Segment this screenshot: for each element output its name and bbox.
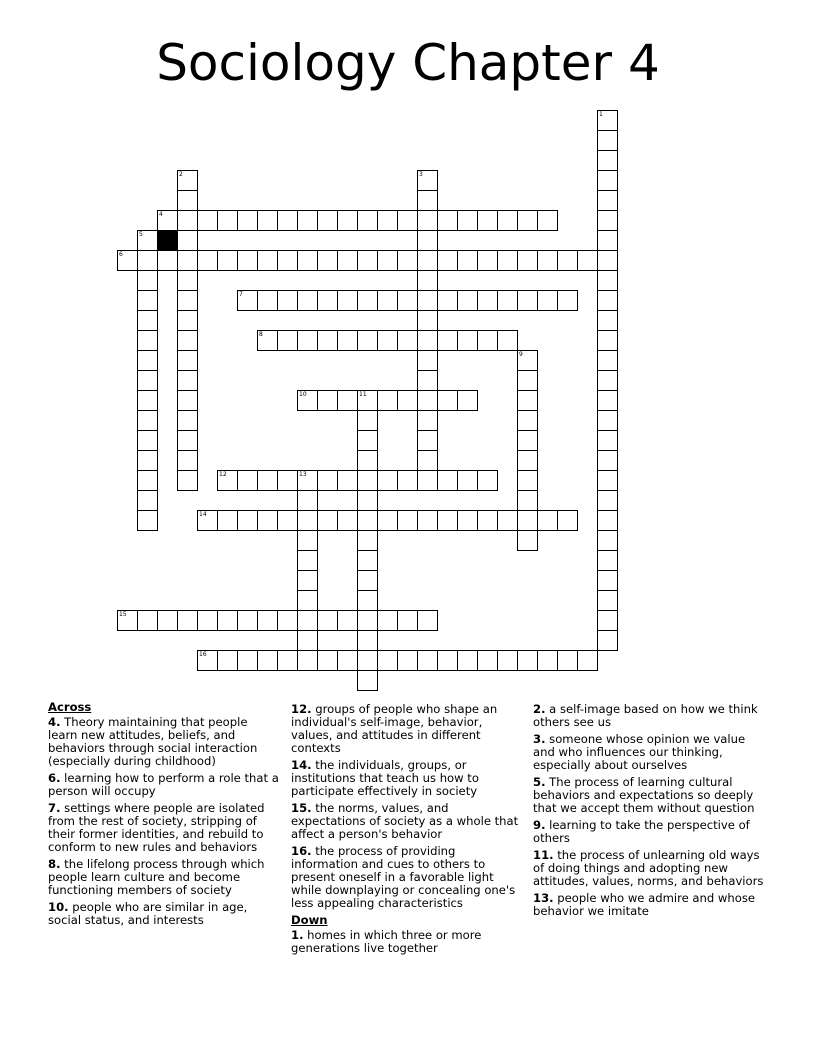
grid-cell[interactable]: [517, 250, 538, 271]
grid-cell[interactable]: [437, 470, 458, 491]
grid-cell[interactable]: [497, 290, 518, 311]
grid-cell[interactable]: [217, 650, 238, 671]
grid-cell[interactable]: [517, 470, 538, 491]
grid-cell[interactable]: [357, 390, 378, 411]
grid-cell[interactable]: [177, 470, 198, 491]
grid-cell[interactable]: [417, 210, 438, 231]
grid-cell[interactable]: [297, 330, 318, 351]
grid-cell[interactable]: [197, 250, 218, 271]
grid-cell[interactable]: [597, 630, 618, 651]
grid-cell[interactable]: [437, 210, 458, 231]
grid-cell[interactable]: [597, 510, 618, 531]
grid-cell[interactable]: [597, 610, 618, 631]
grid-cell[interactable]: [257, 290, 278, 311]
grid-cell[interactable]: [237, 250, 258, 271]
grid-cell[interactable]: [517, 390, 538, 411]
grid-cell[interactable]: [137, 230, 158, 251]
grid-cell[interactable]: [397, 330, 418, 351]
grid-cell[interactable]: [477, 290, 498, 311]
grid-cell[interactable]: [597, 370, 618, 391]
grid-cell[interactable]: [237, 610, 258, 631]
grid-cell[interactable]: [517, 450, 538, 471]
grid-cell[interactable]: [277, 210, 298, 231]
grid-cell[interactable]: [257, 330, 278, 351]
grid-cell[interactable]: [457, 510, 478, 531]
grid-cell[interactable]: [177, 270, 198, 291]
grid-cell[interactable]: [417, 610, 438, 631]
grid-cell[interactable]: [317, 250, 338, 271]
grid-cell[interactable]: [217, 250, 238, 271]
cell-number: 3: [419, 171, 423, 178]
grid-cell[interactable]: [177, 430, 198, 451]
grid-cell[interactable]: [597, 330, 618, 351]
grid-cell[interactable]: [597, 410, 618, 431]
grid-cell[interactable]: [297, 630, 318, 651]
grid-cell[interactable]: [537, 210, 558, 231]
cell-number: 7: [239, 291, 243, 298]
grid-cell[interactable]: [517, 210, 538, 231]
grid-cell[interactable]: [457, 290, 478, 311]
grid-cell[interactable]: [217, 210, 238, 231]
grid-cell[interactable]: [377, 290, 398, 311]
grid-cell[interactable]: [357, 570, 378, 591]
grid-cell[interactable]: [437, 250, 458, 271]
grid-cell[interactable]: [417, 290, 438, 311]
grid-cell[interactable]: [417, 270, 438, 291]
grid-cell[interactable]: [437, 330, 458, 351]
grid-cell[interactable]: [357, 530, 378, 551]
grid-cell[interactable]: [137, 250, 158, 271]
cell-number: 13: [299, 471, 307, 478]
grid-cell[interactable]: [577, 650, 598, 671]
grid-cell[interactable]: [297, 390, 318, 411]
grid-cell[interactable]: [137, 510, 158, 531]
grid-cell[interactable]: [557, 290, 578, 311]
grid-cell[interactable]: [597, 150, 618, 171]
grid-cell[interactable]: [537, 650, 558, 671]
grid-cell[interactable]: [357, 610, 378, 631]
grid-cell[interactable]: [597, 270, 618, 291]
grid-cell[interactable]: [597, 570, 618, 591]
grid-cell[interactable]: [497, 250, 518, 271]
grid-cell[interactable]: [297, 550, 318, 571]
grid-cell[interactable]: [477, 210, 498, 231]
grid-cell[interactable]: [417, 450, 438, 471]
grid-cell[interactable]: [137, 370, 158, 391]
grid-cell[interactable]: [497, 330, 518, 351]
grid-cell[interactable]: [557, 510, 578, 531]
across-clue: 14. the individuals, groups, or institutions that teach us how to participate effectively in society: [291, 758, 479, 798]
grid-cell[interactable]: [597, 170, 618, 191]
grid-cell[interactable]: [417, 170, 438, 191]
grid-cell[interactable]: [277, 650, 298, 671]
grid-cell[interactable]: [437, 290, 458, 311]
grid-cell[interactable]: [297, 610, 318, 631]
grid-cell[interactable]: [417, 390, 438, 411]
grid-cell[interactable]: [397, 510, 418, 531]
grid-cell[interactable]: [177, 190, 198, 211]
grid-cell[interactable]: [337, 510, 358, 531]
clue-column-1: [48, 701, 280, 931]
grid-cell[interactable]: [597, 550, 618, 571]
grid-cell[interactable]: [217, 610, 238, 631]
grid-cell[interactable]: [297, 590, 318, 611]
grid-cell[interactable]: [317, 210, 338, 231]
grid-cell[interactable]: [177, 170, 198, 191]
grid-cell[interactable]: [597, 430, 618, 451]
grid-cell[interactable]: [397, 390, 418, 411]
grid-cell[interactable]: [137, 450, 158, 471]
grid-cell[interactable]: [137, 350, 158, 371]
grid-cell[interactable]: [517, 490, 538, 511]
grid-cell[interactable]: [237, 470, 258, 491]
grid-cell[interactable]: [597, 230, 618, 251]
grid-cell[interactable]: [417, 330, 438, 351]
grid-cell[interactable]: [457, 650, 478, 671]
grid-cell[interactable]: [597, 470, 618, 491]
grid-cell[interactable]: [377, 650, 398, 671]
grid-cell[interactable]: [177, 250, 198, 271]
grid-cell[interactable]: [137, 490, 158, 511]
grid-cell[interactable]: [137, 310, 158, 331]
grid-cell[interactable]: [137, 610, 158, 631]
grid-cell[interactable]: [257, 510, 278, 531]
grid-cell[interactable]: [297, 650, 318, 671]
grid-cell[interactable]: [377, 390, 398, 411]
grid-cell[interactable]: [257, 250, 278, 271]
grid-cell[interactable]: [417, 430, 438, 451]
down-clue: 5. The process of learning cultural behaviors and expectations so deeply that we accept them without question: [533, 775, 755, 815]
grid-cell[interactable]: [317, 330, 338, 351]
clue-column-3: [533, 703, 765, 922]
grid-cell[interactable]: [397, 610, 418, 631]
grid-cell[interactable]: [597, 310, 618, 331]
grid-cell[interactable]: [457, 210, 478, 231]
grid-cell[interactable]: [417, 310, 438, 331]
across-clue: 16. the process of providing information and cues to others to present oneself in a favorable light while downplaying or concealing one's less appealing characteristics: [291, 844, 516, 910]
grid-cell[interactable]: [257, 650, 278, 671]
grid-cell[interactable]: [437, 510, 458, 531]
grid-cell[interactable]: [237, 290, 258, 311]
grid-cell[interactable]: [177, 390, 198, 411]
grid-cell[interactable]: [177, 350, 198, 371]
grid-cell[interactable]: [297, 490, 318, 511]
grid-cell[interactable]: [597, 110, 618, 131]
cell-number: 5: [139, 231, 143, 238]
grid-cell[interactable]: [357, 650, 378, 671]
grid-cell[interactable]: [137, 390, 158, 411]
across-clue: 8. the lifelong process through which people learn culture and become functioning members of society: [48, 857, 265, 897]
grid-cell[interactable]: [237, 650, 258, 671]
grid-cell[interactable]: [277, 250, 298, 271]
grid-cell[interactable]: [597, 190, 618, 211]
grid-cell[interactable]: [297, 570, 318, 591]
grid-cell[interactable]: [357, 490, 378, 511]
grid-cell[interactable]: [297, 250, 318, 271]
cell-number: 11: [359, 391, 367, 398]
across-clue: 15. the norms, values, and expectations of society as a whole that affect a person's behavior: [291, 801, 519, 841]
cell-number: 1: [599, 111, 603, 118]
grid-cell[interactable]: [537, 510, 558, 531]
grid-cell[interactable]: [357, 550, 378, 571]
grid-cell[interactable]: [537, 250, 558, 271]
grid-cell[interactable]: [517, 290, 538, 311]
grid-cell[interactable]: [177, 370, 198, 391]
grid-cell[interactable]: [377, 610, 398, 631]
puzzle-title: Sociology Chapter 4: [156, 34, 660, 92]
grid-cell[interactable]: [157, 610, 178, 631]
grid-cell[interactable]: [397, 250, 418, 271]
grid-cell[interactable]: [437, 650, 458, 671]
grid-cell[interactable]: [337, 330, 358, 351]
grid-cell[interactable]: [377, 470, 398, 491]
grid-cell[interactable]: [137, 270, 158, 291]
grid-cell[interactable]: [397, 650, 418, 671]
grid-cell[interactable]: [177, 290, 198, 311]
grid-cell[interactable]: [517, 650, 538, 671]
grid-cell[interactable]: [417, 190, 438, 211]
grid-cell[interactable]: [517, 410, 538, 431]
grid-cell[interactable]: [177, 610, 198, 631]
grid-cell[interactable]: [357, 590, 378, 611]
grid-cell[interactable]: [597, 490, 618, 511]
grid-cell[interactable]: [597, 530, 618, 551]
grid-cell[interactable]: [197, 650, 218, 671]
grid-cell[interactable]: [517, 430, 538, 451]
grid-cell[interactable]: [597, 290, 618, 311]
grid-cell[interactable]: [597, 130, 618, 151]
cell-number: 10: [299, 391, 307, 398]
grid-cell[interactable]: [257, 210, 278, 231]
grid-cell[interactable]: [357, 630, 378, 651]
grid-cell[interactable]: [417, 470, 438, 491]
across-clue: 10. people who are similar in age, social status, and interests: [48, 900, 248, 927]
grid-cell[interactable]: [177, 410, 198, 431]
grid-cell[interactable]: [357, 410, 378, 431]
cell-number: 15: [119, 611, 127, 618]
across-clue: 6. learning how to perform a role that a person will occupy: [48, 771, 279, 798]
grid-cell[interactable]: [137, 330, 158, 351]
grid-cell[interactable]: [237, 210, 258, 231]
grid-cell[interactable]: [357, 430, 378, 451]
grid-cell[interactable]: [377, 330, 398, 351]
grid-cell[interactable]: [597, 250, 618, 271]
grid-cell[interactable]: [597, 210, 618, 231]
grid-cell[interactable]: [197, 510, 218, 531]
grid-cell[interactable]: [517, 350, 538, 371]
grid-cell[interactable]: [397, 210, 418, 231]
grid-cell[interactable]: [597, 390, 618, 411]
down-clue: 11. the process of unlearning old ways of doing things and adopting new attitudes, values, norms, and behaviors: [533, 848, 764, 888]
grid-cell[interactable]: [237, 510, 258, 531]
grid-cell[interactable]: [117, 250, 138, 271]
grid-cell[interactable]: [357, 210, 378, 231]
grid-cell[interactable]: [357, 250, 378, 271]
grid-cell[interactable]: [357, 330, 378, 351]
grid-cell[interactable]: [297, 510, 318, 531]
grid-cell[interactable]: [337, 210, 358, 231]
down-clue: 2. a self-image based on how we think others see us: [533, 702, 758, 729]
grid-cell[interactable]: [417, 410, 438, 431]
grid-cell[interactable]: [177, 450, 198, 471]
grid-cell[interactable]: [317, 390, 338, 411]
grid-cell[interactable]: [557, 250, 578, 271]
grid-cell[interactable]: [417, 350, 438, 371]
grid-cell[interactable]: [497, 510, 518, 531]
grid-cell[interactable]: [357, 450, 378, 471]
grid-cell[interactable]: [417, 650, 438, 671]
grid-cell[interactable]: [457, 250, 478, 271]
cell-number: 12: [219, 471, 227, 478]
grid-cell[interactable]: [377, 510, 398, 531]
grid-cell[interactable]: [357, 290, 378, 311]
grid-cell[interactable]: [337, 610, 358, 631]
grid-cell[interactable]: [277, 610, 298, 631]
cell-number: 8: [259, 331, 263, 338]
clue-column-2: [291, 703, 523, 959]
across-clue: 4. Theory maintaining that people learn new attitudes, beliefs, and behaviors through social interaction (especially during childhood): [48, 715, 258, 768]
grid-cell[interactable]: [197, 210, 218, 231]
grid-cell[interactable]: [137, 290, 158, 311]
grid-cell[interactable]: [157, 250, 178, 271]
grid-cell[interactable]: [597, 590, 618, 611]
grid-cell[interactable]: [557, 650, 578, 671]
grid-cell[interactable]: [317, 290, 338, 311]
black-square: [157, 230, 178, 251]
cell-number: 9: [519, 351, 523, 358]
down-clue: 1. homes in which three or more generations live together: [291, 928, 482, 955]
grid-cell[interactable]: [537, 290, 558, 311]
grid-cell[interactable]: [357, 510, 378, 531]
grid-cell[interactable]: [357, 470, 378, 491]
grid-cell[interactable]: [477, 330, 498, 351]
grid-cell[interactable]: [457, 330, 478, 351]
grid-cell[interactable]: [497, 650, 518, 671]
grid-cell[interactable]: [397, 290, 418, 311]
grid-cell[interactable]: [297, 290, 318, 311]
grid-cell[interactable]: [337, 470, 358, 491]
grid-cell[interactable]: [217, 510, 238, 531]
grid-cell[interactable]: [417, 230, 438, 251]
grid-cell[interactable]: [137, 430, 158, 451]
grid-cell[interactable]: [137, 410, 158, 431]
grid-cell[interactable]: [417, 510, 438, 531]
grid-cell[interactable]: [457, 390, 478, 411]
grid-cell[interactable]: [337, 250, 358, 271]
across-heading: Across: [48, 700, 92, 714]
down-clue: 3. someone whose opinion we value and who influences our thinking, especially about ourselves: [533, 732, 746, 772]
grid-cell[interactable]: [317, 650, 338, 671]
grid-cell[interactable]: [477, 470, 498, 491]
down-clue: 9. learning to take the perspective of others: [533, 818, 750, 845]
grid-cell[interactable]: [277, 470, 298, 491]
grid-cell[interactable]: [297, 530, 318, 551]
grid-cell[interactable]: [337, 650, 358, 671]
grid-cell[interactable]: [337, 290, 358, 311]
grid-cell[interactable]: [277, 510, 298, 531]
grid-cell[interactable]: [477, 250, 498, 271]
grid-cell[interactable]: [317, 610, 338, 631]
cell-number: 14: [199, 511, 207, 518]
grid-cell[interactable]: [177, 210, 198, 231]
grid-cell[interactable]: [337, 390, 358, 411]
grid-cell[interactable]: [257, 470, 278, 491]
across-clue: 7. settings where people are isolated from the rest of society, stripping of their former identities, and rebuild to conform to new rules and behaviors: [48, 801, 265, 854]
grid-cell[interactable]: [417, 370, 438, 391]
grid-cell[interactable]: [517, 530, 538, 551]
grid-cell[interactable]: [257, 610, 278, 631]
grid-cell[interactable]: [397, 470, 418, 491]
grid-cell[interactable]: [377, 250, 398, 271]
grid-cell[interactable]: [477, 510, 498, 531]
cell-number: 6: [119, 251, 123, 258]
cell-number: 2: [179, 171, 183, 178]
cell-number: 4: [159, 211, 163, 218]
grid-cell[interactable]: [597, 350, 618, 371]
grid-cell[interactable]: [457, 470, 478, 491]
grid-cell[interactable]: [317, 510, 338, 531]
grid-cell[interactable]: [577, 250, 598, 271]
grid-cell[interactable]: [217, 470, 238, 491]
down-heading: Down: [291, 913, 328, 927]
grid-cell[interactable]: [277, 290, 298, 311]
cell-number: 16: [199, 651, 207, 658]
grid-cell[interactable]: [417, 250, 438, 271]
grid-cell[interactable]: [437, 390, 458, 411]
down-clue: 13. people who we admire and whose behavior we imitate: [533, 891, 756, 918]
grid-cell[interactable]: [177, 230, 198, 251]
grid-cell[interactable]: [177, 330, 198, 351]
grid-cell[interactable]: [517, 370, 538, 391]
grid-cell[interactable]: [177, 310, 198, 331]
across-clue: 12. groups of people who shape an individual's self-image, behavior, values, and attitudes in different contexts: [291, 702, 498, 755]
grid-cell[interactable]: [477, 650, 498, 671]
grid-cell[interactable]: [377, 210, 398, 231]
grid-cell[interactable]: [317, 470, 338, 491]
grid-cell[interactable]: [117, 610, 138, 631]
grid-cell[interactable]: [297, 210, 318, 231]
grid-cell[interactable]: [517, 510, 538, 531]
grid-cell[interactable]: [297, 470, 318, 491]
grid-cell[interactable]: [277, 330, 298, 351]
grid-cell[interactable]: [497, 210, 518, 231]
grid-cell[interactable]: [197, 610, 218, 631]
grid-cell[interactable]: [357, 670, 378, 691]
grid-cell[interactable]: [137, 470, 158, 491]
grid-cell[interactable]: [157, 210, 178, 231]
grid-cell[interactable]: [597, 450, 618, 471]
